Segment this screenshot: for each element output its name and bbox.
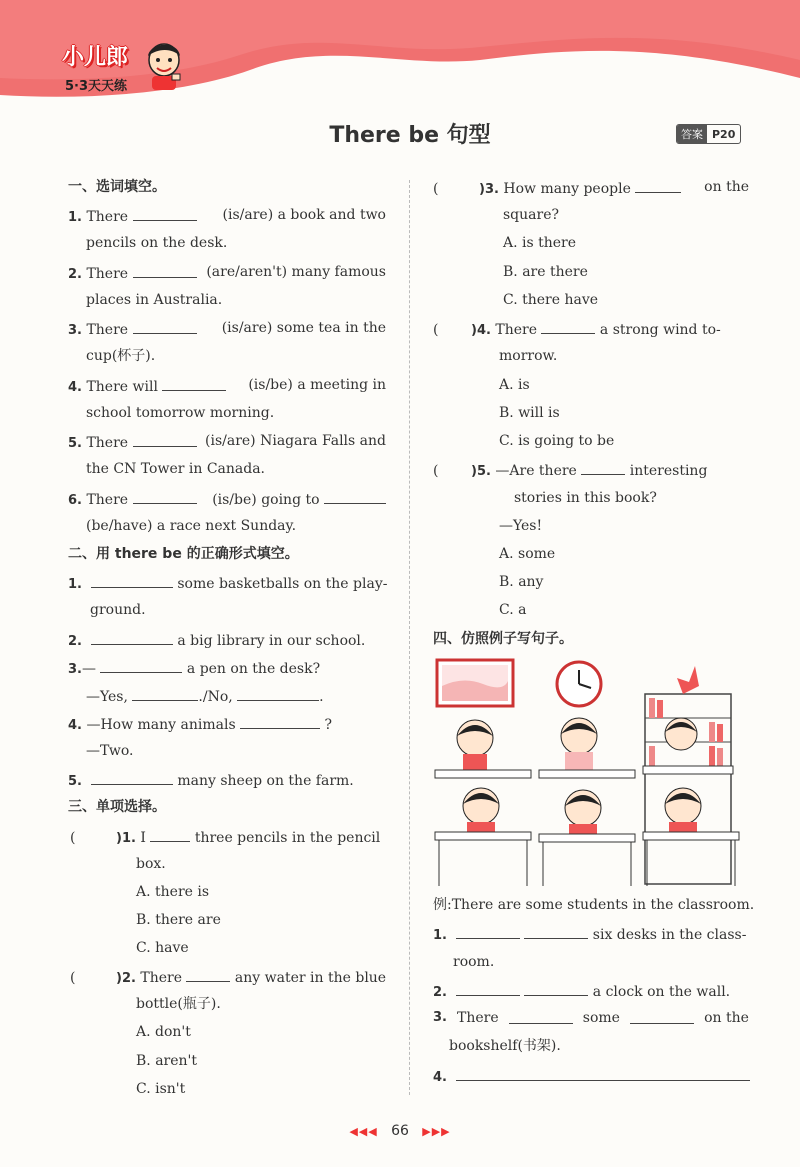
student-icon <box>565 790 601 834</box>
answer-blank[interactable] <box>524 981 588 996</box>
answer-blank[interactable] <box>133 489 197 504</box>
s1-q6-cont: (be/have) a race next Sunday. <box>86 518 297 534</box>
answer-page: P20 <box>712 127 736 141</box>
answer-blank[interactable] <box>509 1009 573 1024</box>
s4-q1: 1. six desks in the class- <box>433 924 746 945</box>
option[interactable]: B. aren't <box>136 1053 198 1069</box>
answer-blank[interactable] <box>240 714 320 729</box>
s1-q6: 6. There (is/be) going to <box>68 489 386 510</box>
prev-arrows-icon: ◀◀◀ <box>349 1125 378 1138</box>
answer-blank[interactable] <box>91 770 173 785</box>
answer-blank[interactable] <box>133 319 197 334</box>
answer-blank[interactable] <box>133 263 197 278</box>
section3-heading: 三、单项选择。 <box>68 799 166 815</box>
s2-q1-cont: ground. <box>90 602 146 618</box>
next-arrows-icon: ▶▶▶ <box>422 1125 451 1138</box>
option[interactable]: C. isn't <box>136 1081 186 1097</box>
s3-q2: ( )2. There any water in the blue <box>70 967 386 988</box>
option[interactable]: B. are there <box>503 264 588 280</box>
s1-q2-cont: places in Australia. <box>86 292 223 308</box>
s1-q2: 2. There (are/aren't) many famous <box>68 264 386 282</box>
option[interactable]: B. there are <box>136 912 221 928</box>
s4-q3: 3. There some on the <box>433 1010 749 1026</box>
section1-heading: 一、选词填空。 <box>68 179 166 195</box>
answer-blank[interactable] <box>635 178 681 193</box>
answer-label: 答案 <box>677 125 707 143</box>
s3-q3: ( )3. How many people on the <box>433 179 749 197</box>
student-icon <box>457 720 493 774</box>
s4-q1-cont: room. <box>453 954 495 970</box>
s2-q2: 2. a big library in our school. <box>68 630 365 651</box>
page-footer <box>0 1123 800 1139</box>
option[interactable]: C. there have <box>503 292 599 308</box>
s1-q4-cont: school tomorrow morning. <box>86 405 275 421</box>
s2-q4-answer: —Two. <box>86 743 134 759</box>
option[interactable]: A. is <box>499 377 530 393</box>
s1-q3: 3. There (is/are) some tea in the <box>68 320 386 338</box>
option[interactable]: B. any <box>499 574 544 590</box>
answer-blank[interactable] <box>456 981 520 996</box>
option[interactable]: B. will is <box>499 405 560 421</box>
s3-q3-cont: square? <box>503 207 559 223</box>
answer-blank[interactable] <box>630 1009 694 1024</box>
answer-blank[interactable] <box>186 967 230 982</box>
answer-blank[interactable] <box>524 924 588 939</box>
s2-q1: 1. some basketballs on the play- <box>68 573 387 594</box>
s1-q5: 5. There (is/are) Niagara Falls and <box>68 433 386 451</box>
s2-q4: 4. —How many animals ? <box>68 714 332 735</box>
option[interactable]: A. there is <box>136 884 210 900</box>
section2-heading: 二、用 there be 的正确形式填空。 <box>68 546 299 562</box>
bookshelf-icon <box>645 666 731 884</box>
option[interactable]: C. is going to be <box>499 433 615 449</box>
s4-q4: 4. <box>433 1066 750 1087</box>
answer-blank[interactable] <box>581 460 625 475</box>
answer-blank[interactable] <box>133 432 197 447</box>
student-icon <box>463 788 499 832</box>
option[interactable]: A. some <box>499 546 556 562</box>
s3-q5: ( )5. —Are there interesting <box>433 460 707 481</box>
student-icon <box>665 788 701 832</box>
answer-blank[interactable] <box>91 573 173 588</box>
s1-q5-cont: the CN Tower in Canada. <box>86 461 266 477</box>
answer-blank[interactable] <box>132 686 198 701</box>
page-number: 66 <box>391 1123 409 1139</box>
brand-name: 小儿郎 <box>62 45 129 70</box>
s3-q4: ( )4. There a strong wind to- <box>433 319 721 340</box>
s2-q3: 3.— a pen on the desk? <box>68 658 320 679</box>
answer-blank[interactable] <box>324 489 386 504</box>
s3-q4-cont: morrow. <box>499 348 558 364</box>
answer-blank[interactable] <box>162 376 226 391</box>
option[interactable]: C. a <box>499 602 527 618</box>
s3-q5-cont: stories in this book? <box>514 490 657 506</box>
page-title: There be 句型 <box>329 123 491 148</box>
s3-q1-cont: box. <box>136 856 166 872</box>
s4-example: 例:There are some students in the classroom. <box>433 897 755 913</box>
s4-q3-cont: bookshelf(书架). <box>449 1038 561 1054</box>
s3-q1: ( )1. I three pencils in the pencil <box>70 827 380 848</box>
wall-clock-icon <box>557 662 601 706</box>
s3-q2-cont: bottle(瓶子). <box>136 996 221 1012</box>
answer-blank[interactable] <box>133 206 197 221</box>
answer-blank[interactable] <box>91 630 173 645</box>
student-icon <box>665 718 697 750</box>
option[interactable]: A. is there <box>503 235 577 251</box>
s1-q1: 1. There (is/are) a book and two <box>68 207 386 225</box>
s1-q3-cont: cup(杯子). <box>86 348 156 364</box>
section4-heading: 四、仿照例子写句子。 <box>433 631 573 647</box>
s4-q2: 2. a clock on the wall. <box>433 981 730 1002</box>
s2-q3-reply: —Yes, ./No, . <box>86 686 324 706</box>
column-divider <box>409 180 410 1095</box>
s3-q5-reply: —Yes! <box>499 518 543 534</box>
option[interactable]: C. have <box>136 940 189 956</box>
answer-blank[interactable] <box>456 924 520 939</box>
answer-blank[interactable] <box>541 319 595 334</box>
student-icon <box>561 718 597 770</box>
wall-picture-icon <box>437 660 513 706</box>
classroom-illustration <box>433 656 751 888</box>
answer-blank[interactable] <box>237 686 319 701</box>
answer-blank[interactable] <box>456 1066 750 1081</box>
s1-q1-cont: pencils on the desk. <box>86 235 228 251</box>
mascot-boy-icon <box>142 38 186 92</box>
s2-q5: 5. many sheep on the farm. <box>68 770 354 791</box>
answer-blank[interactable] <box>100 658 182 673</box>
option[interactable]: A. don't <box>136 1024 191 1040</box>
s1-q4: 4. There will (is/be) a meeting in <box>68 377 386 395</box>
answer-blank[interactable] <box>150 827 190 842</box>
brand-series: 5·3天天练 <box>65 79 128 94</box>
answer-badge <box>676 124 741 144</box>
